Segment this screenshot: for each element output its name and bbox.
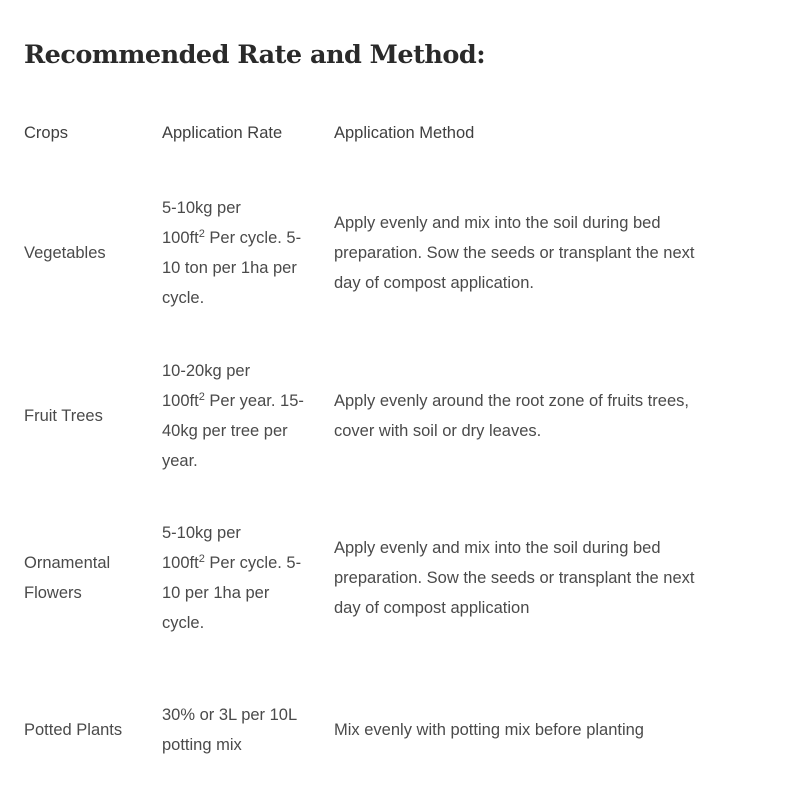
- table-header-row: [24, 118, 764, 156]
- rate-exponent: 2: [198, 228, 205, 240]
- method-line: preparation. Sow the seeds or transplant the next: [334, 569, 695, 587]
- rate-line: 5-10kg per: [162, 199, 241, 217]
- rate-line: cycle.: [162, 614, 205, 632]
- crop-name-line: Ornamental: [24, 554, 111, 572]
- header-application-rate: Application Rate: [162, 124, 283, 142]
- rate-unit: 100ft: [162, 554, 199, 572]
- crop-name: Vegetables: [24, 244, 106, 262]
- rate-method-table: [24, 118, 764, 786]
- method-line: day of compost application: [334, 599, 530, 617]
- table-row: [24, 674, 764, 786]
- rate-line: year.: [162, 452, 198, 470]
- rate-line: [162, 386, 334, 416]
- rate-exponent: 2: [198, 553, 205, 565]
- method-line: preparation. Sow the seeds or transplant the next: [334, 244, 695, 262]
- table-row: [24, 482, 764, 674]
- method-line: Apply evenly and mix into the soil during bed: [334, 214, 661, 232]
- method-line: Apply evenly and mix into the soil during bed: [334, 539, 661, 557]
- rate-exponent: 2: [198, 391, 205, 403]
- rate-unit: 100ft: [162, 392, 199, 410]
- rate-text: Per year. 15-: [204, 392, 304, 410]
- rate-line: 10 per 1ha per: [162, 584, 270, 602]
- rate-cell: [162, 482, 334, 674]
- header-crops: Crops: [24, 124, 69, 142]
- method-line: Mix evenly with potting mix before planting: [334, 721, 644, 739]
- rate-line: 40kg per tree per: [162, 422, 288, 440]
- method-cell: [334, 156, 764, 350]
- crop-cell: [24, 674, 162, 786]
- rate-text: Per cycle. 5-: [204, 554, 302, 572]
- page-title: Recommended Rate and Method:: [24, 40, 486, 69]
- rate-line: [162, 223, 334, 253]
- method-cell: [334, 350, 764, 482]
- crop-cell: [24, 156, 162, 350]
- header-application-method: Application Method: [334, 124, 475, 142]
- rate-line: potting mix: [162, 736, 242, 754]
- method-cell: [334, 674, 764, 786]
- rate-line: cycle.: [162, 289, 205, 307]
- crop-name: Fruit Trees: [24, 407, 103, 425]
- crop-name: Potted Plants: [24, 721, 123, 739]
- method-cell: [334, 482, 764, 674]
- rate-line: 5-10kg per: [162, 524, 241, 542]
- table-row: [24, 156, 764, 350]
- crop-name-line: Flowers: [24, 584, 82, 602]
- rate-line: [162, 548, 334, 578]
- crop-cell: [24, 350, 162, 482]
- rate-cell: [162, 674, 334, 786]
- rate-unit: 100ft: [162, 229, 199, 247]
- method-line: Apply evenly around the root zone of fruits trees,: [334, 392, 689, 410]
- method-line: cover with soil or dry leaves.: [334, 422, 542, 440]
- rate-text: Per cycle. 5-: [204, 229, 302, 247]
- table-row: [24, 350, 764, 482]
- rate-line: 30% or 3L per 10L: [162, 706, 298, 724]
- rate-cell: [162, 350, 334, 482]
- rate-cell: [162, 156, 334, 350]
- method-line: day of compost application.: [334, 274, 534, 292]
- crop-cell: [24, 482, 162, 674]
- rate-line: 10-20kg per: [162, 362, 251, 380]
- rate-line: 10 ton per 1ha per: [162, 259, 297, 277]
